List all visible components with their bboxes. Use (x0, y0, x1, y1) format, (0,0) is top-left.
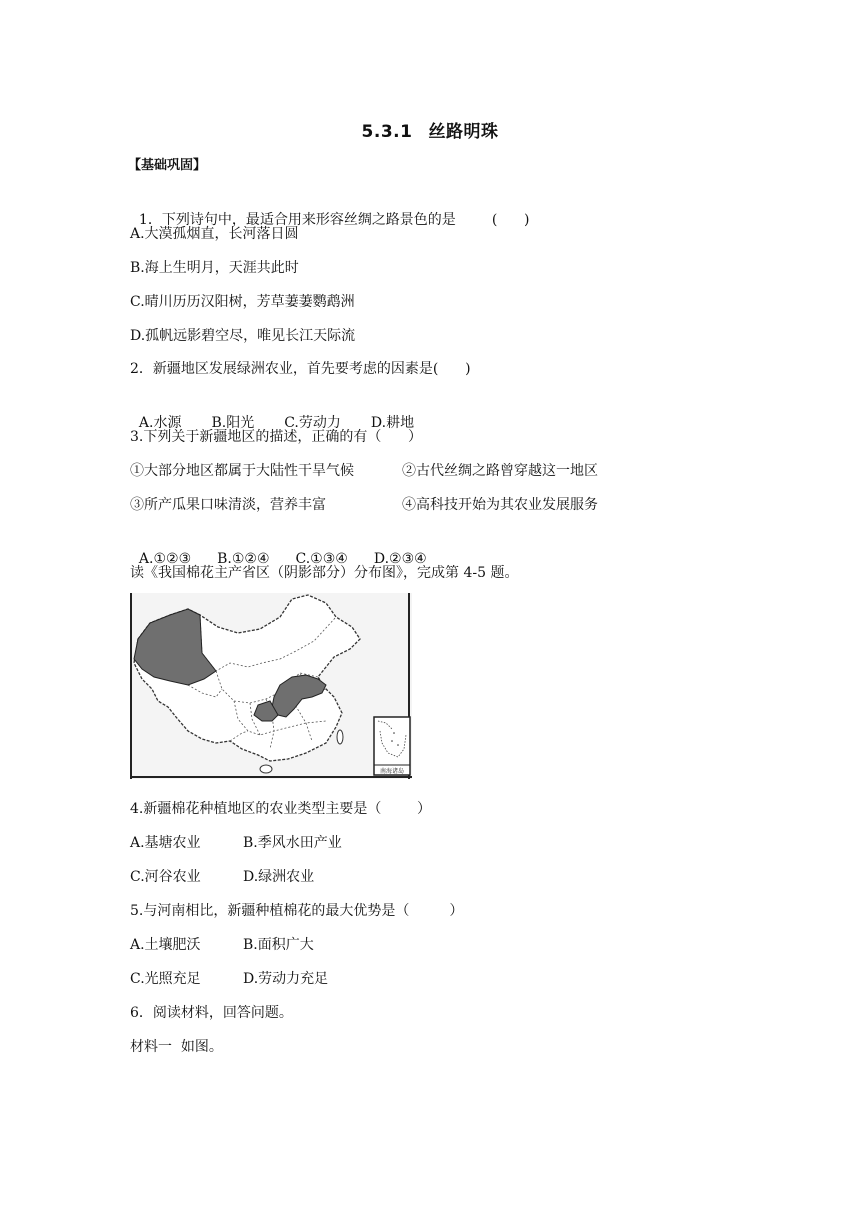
q4-option-d: D.绿洲农业 (243, 869, 315, 885)
q5-option-c: C.光照充足 (130, 971, 201, 987)
q1-option-b: B.海上生明月，天涯共此时 (130, 260, 299, 276)
q5-option-b: B.面积广大 (243, 937, 314, 953)
q3-statement-1: ①大部分地区都属于大陆性干旱气候 (130, 463, 354, 479)
q2-option-b: B.阳光 (211, 415, 255, 431)
q3-stem: 3.下列关于新疆地区的描述，正确的有（ ） (130, 429, 423, 445)
q4-stem: 4.新疆棉花种植地区的农业类型主要是（ ） (130, 801, 431, 817)
q1-stem: 1．下列诗句中，最适合用来形容丝绸之路景色的是 (138, 212, 456, 228)
q3-statement-2: ②古代丝绸之路曾穿越这一地区 (402, 463, 598, 479)
q3-option-b: B.①②④ (217, 551, 270, 567)
q4-option-c: C.河谷农业 (130, 869, 201, 885)
inset-label: 南海诸岛 (379, 768, 405, 775)
q3-option-a: A.①②③ (138, 551, 192, 567)
q3-statement-3: ③所产瓜果口味清淡，营养丰富 (130, 497, 326, 513)
q6-stem: 6．阅读材料，回答问题。 (130, 1005, 293, 1021)
q1-answer-blank: ( ) (491, 212, 530, 228)
q1-option-d: D.孤帆远影碧空尽，唯见长江天际流 (130, 328, 356, 344)
q2-option-c: C.劳动力 (284, 415, 341, 431)
q2-stem: 2．新疆地区发展绿洲农业，首先要考虑的因素是( ) (130, 361, 471, 377)
q6-material-1: 材料一 如图。 (130, 1039, 223, 1055)
q3-option-d: D.②③④ (373, 551, 427, 567)
page-title (0, 117, 860, 142)
cotton-distribution-map (130, 593, 412, 779)
q2-option-d: D.耕地 (370, 415, 415, 431)
q5-option-d: D.劳动力充足 (243, 971, 329, 987)
q1-option-c: C.晴川历历汉阳树，芳草萋萋鹦鹉洲 (130, 294, 355, 310)
section-heading: 【基础巩固】 (128, 158, 207, 173)
q3-option-c: C.①③④ (295, 551, 348, 567)
q3-statement-4: ④高科技开始为其农业发展服务 (402, 497, 598, 513)
map-intro: 读《我国棉花主产省区（阴影部分）分布图》，完成第 4-5 题。 (130, 565, 519, 581)
q4-option-b: B.季风水田产业 (243, 835, 342, 851)
title-number: 5.3.1 (361, 122, 413, 142)
q1-option-a: A.大漠孤烟直，长河落日圆 (130, 226, 299, 242)
q5-option-a: A.土壤肥沃 (130, 937, 201, 953)
q4-option-a: A.基塘农业 (130, 835, 201, 851)
q2-option-a: A.水源 (138, 415, 182, 431)
south-china-sea-inset (374, 717, 410, 775)
q5-stem: 5.与河南相比，新疆种植棉花的最大优势是（ ） (130, 903, 464, 919)
title-text: 丝路明珠 (428, 122, 499, 142)
